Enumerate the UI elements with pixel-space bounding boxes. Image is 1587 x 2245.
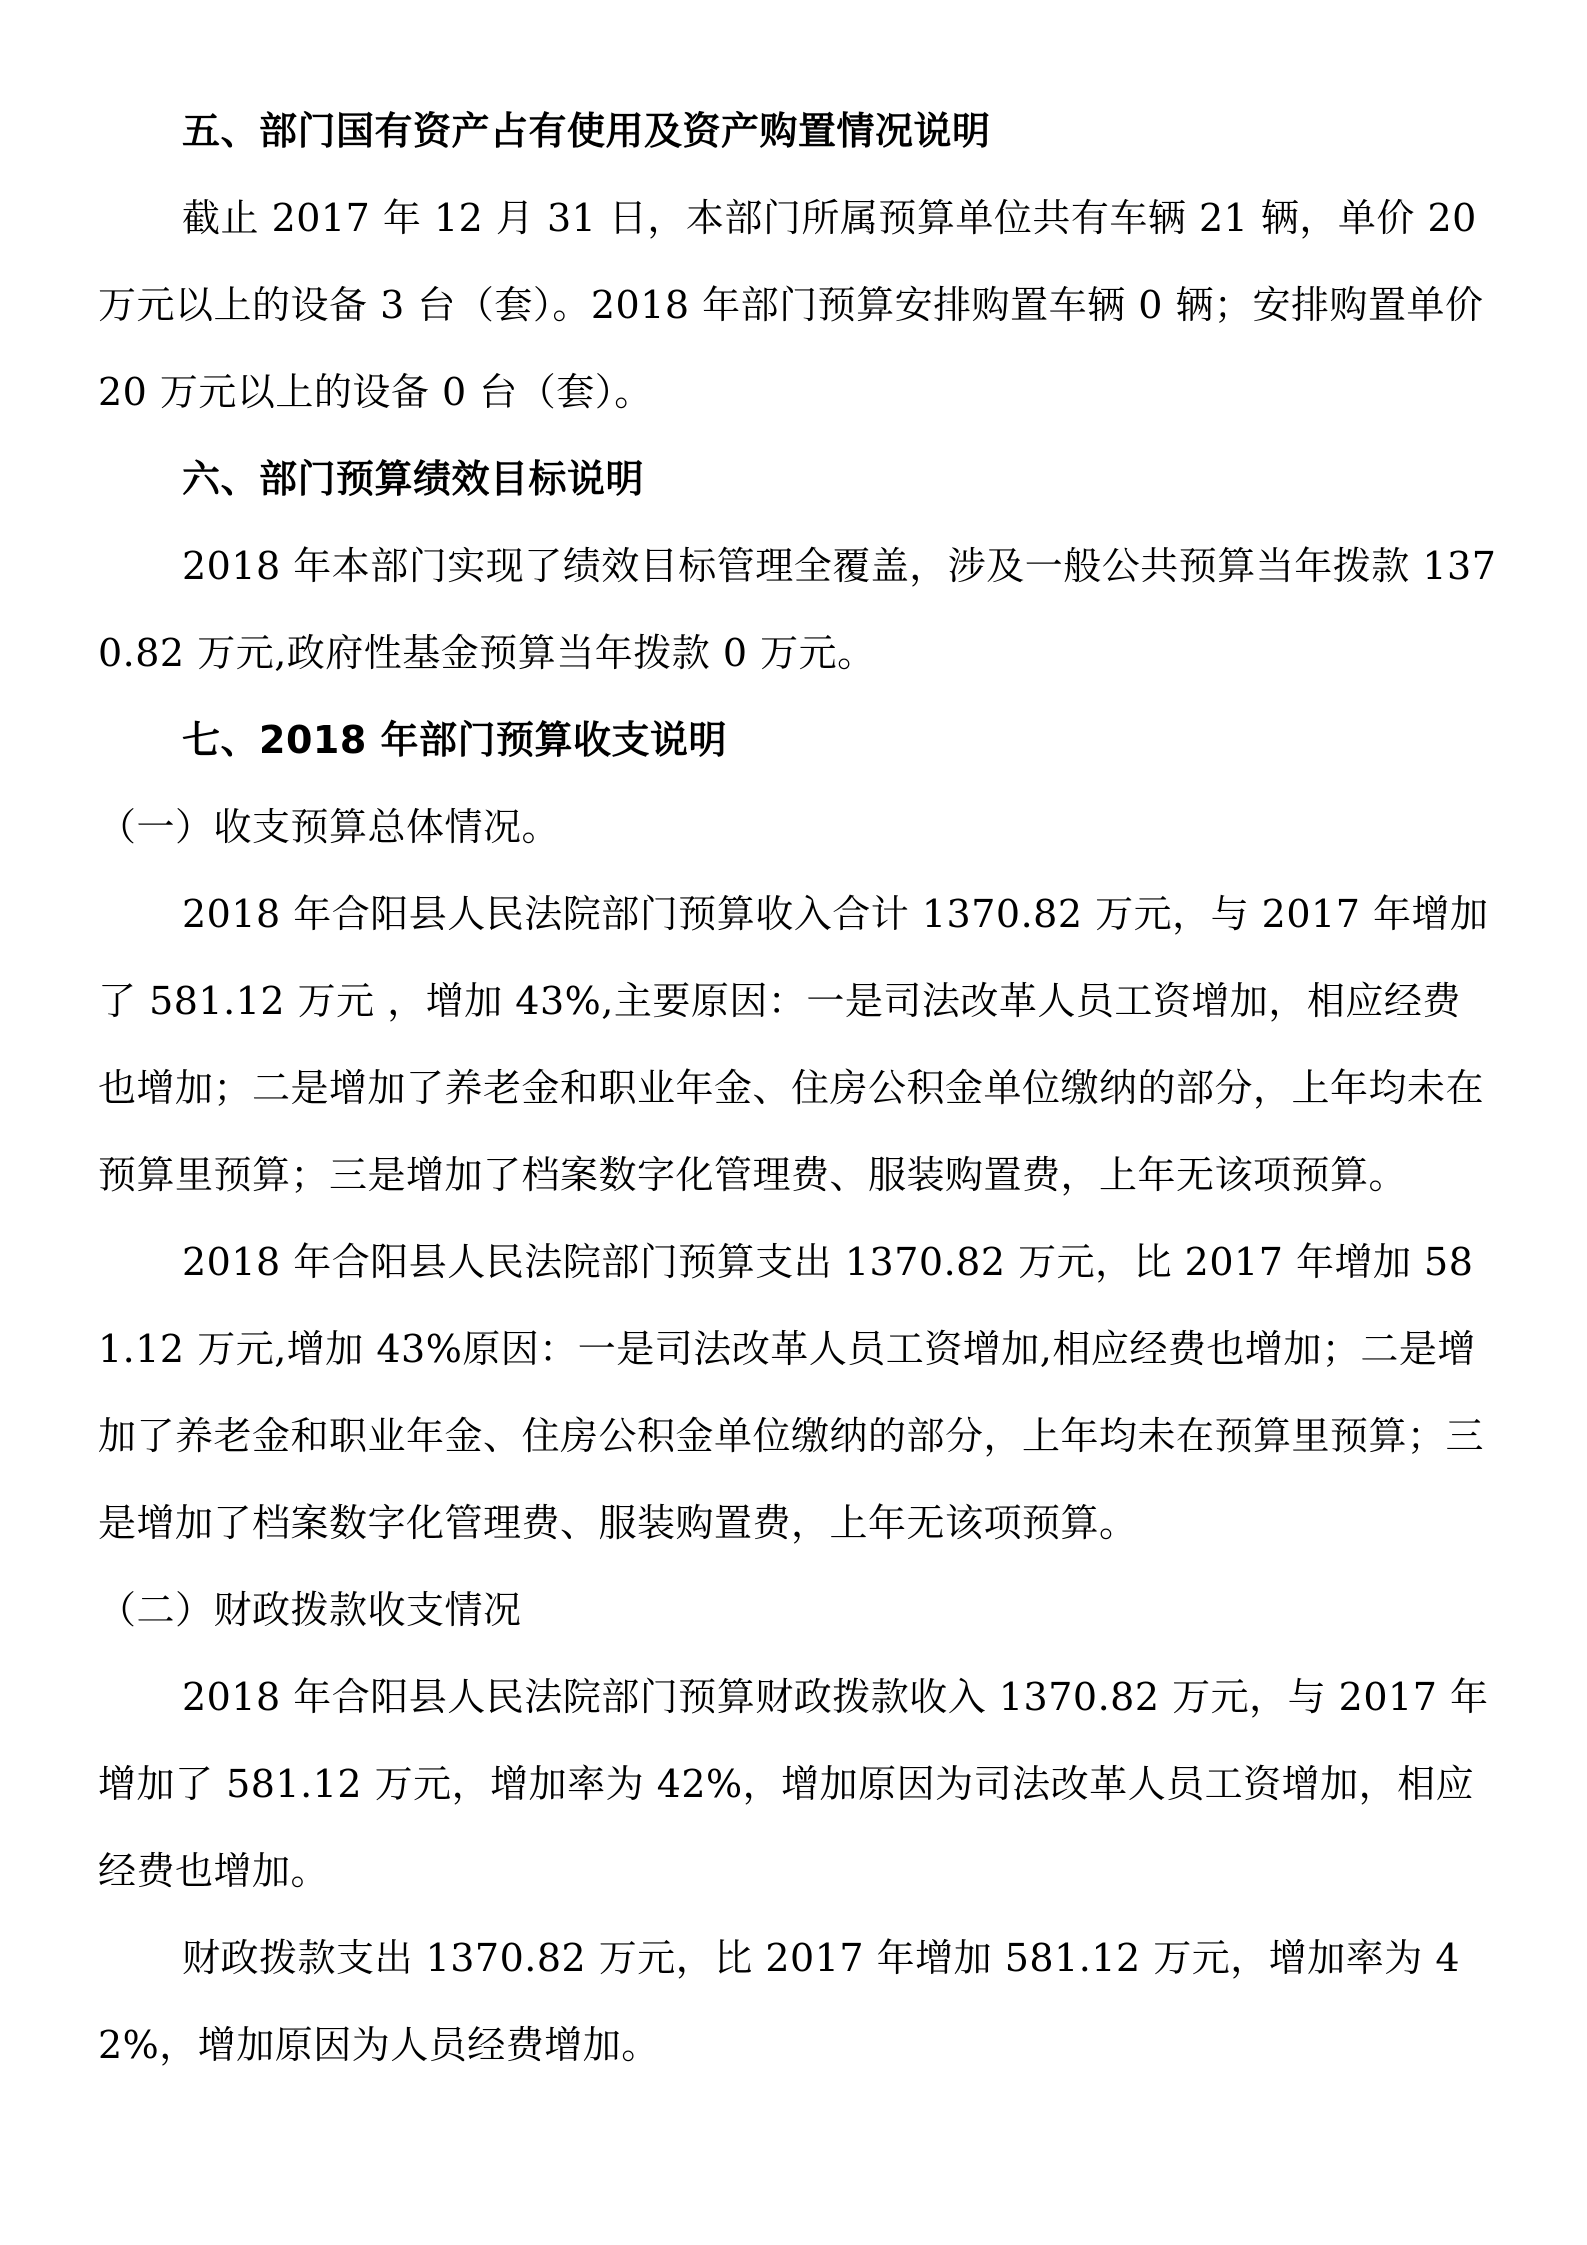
paragraph-performance: 2018 年本部门实现了绩效目标管理全覆盖，涉及一般公共预算当年拨款 1370.82 万元,政府性基金预算当年拨款 0 万元。 bbox=[98, 544, 1497, 675]
document-page bbox=[98, 88, 1498, 2089]
section-heading-performance: 六、部门预算绩效目标说明 bbox=[182, 457, 645, 501]
section-heading-budget: 七、2018 年部门预算收支说明 bbox=[182, 718, 727, 762]
section-heading-assets: 五、部门国有资产占有使用及资产购置情况说明 bbox=[182, 109, 991, 153]
paragraph-expenditure: 2018 年合阳县人民法院部门预算支出 1370.82 万元，比 2017 年增加 581.12 万元,增加 43%原因：一是司法改革人员工资增加,相应经费也增加；二是增加了养老金和职业年金、住房公积金单位缴纳的部分，上年均未在预算里预算；三是增加了档案数字化管理费、服装购置费，上年无该项预算。 bbox=[98, 1240, 1485, 1545]
paragraph-fiscal-revenue: 2018 年合阳县人民法院部门预算财政拨款收入 1370.82 万元，与 2017 年增加了 581.12 万元，增加率为 42%，增加原因为司法改革人员工资增加，相应经费也增加。 bbox=[98, 1675, 1489, 1893]
paragraph-assets: 截止 2017 年 12 月 31 日，本部门所属预算单位共有车辆 21 辆，单价 20 万元以上的设备 3 台（套）。2018 年部门预算安排购置车辆 0 辆；安排购置单价 20 万元以上的设备 0 台（套）。 bbox=[98, 196, 1484, 414]
subheading-overall: （一）收支预算总体情况。 bbox=[98, 805, 561, 849]
paragraph-revenue: 2018 年合阳县人民法院部门预算收入合计 1370.82 万元，与 2017 年增加了 581.12 万元 ，增加 43%,主要原因：一是司法改革人员工资增加，相应经费也增加；二是增加了养老金和职业年金、住房公积金单位缴纳的部分，上年均未在预算里预算；三是增加了档案数字化管理费、服装购置费，上年无该项预算。 bbox=[98, 892, 1489, 1197]
subheading-fiscal: （二）财政拨款收支情况 bbox=[98, 1588, 522, 1632]
paragraph-fiscal-expenditure: 财政拨款支出 1370.82 万元，比 2017 年增加 581.12 万元，增加率为 42%，增加原因为人员经费增加。 bbox=[98, 1936, 1461, 2067]
